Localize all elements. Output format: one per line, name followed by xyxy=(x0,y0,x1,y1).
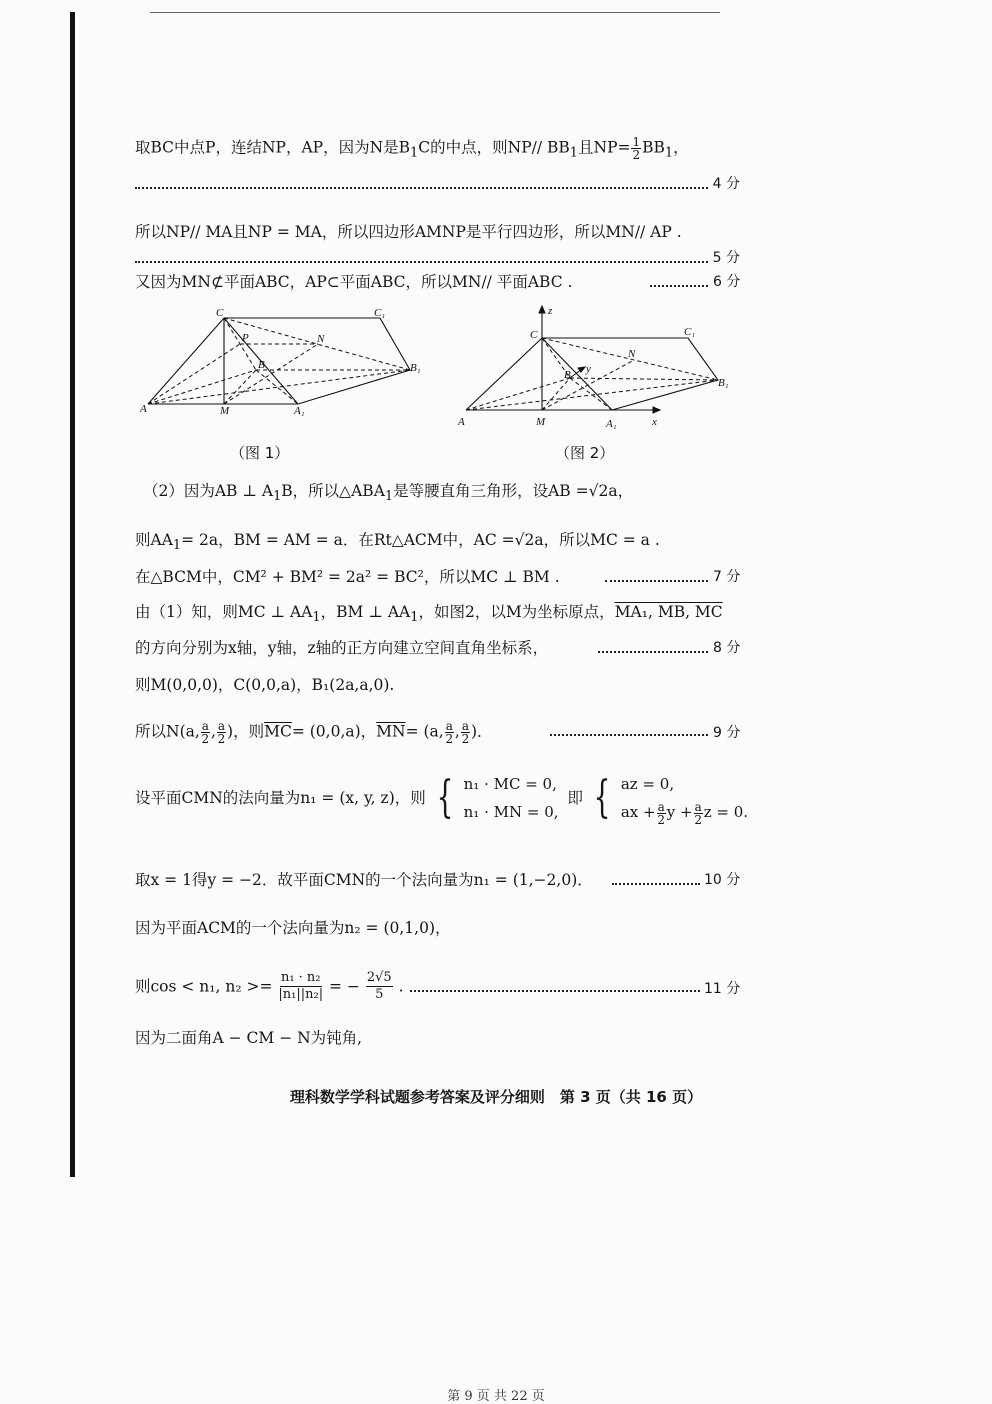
dots-10 xyxy=(612,883,700,885)
text-line-10: 所以N(a, $\frac{a}{2}$ , $\frac{a}{2}$ )，则$\overline{MC}= (0,0,a)$，$\overline{MN}= (a$, $\frac{a}{2}$ , $\frac{a}{2}$ )． xyxy=(135,719,493,746)
fig2-label-A1: A₁ xyxy=(606,418,617,430)
dots-6 xyxy=(650,285,708,287)
figure-1-caption: （图 1） xyxy=(230,444,290,462)
dots-11 xyxy=(410,990,700,992)
score-6: 6 分 xyxy=(713,274,741,290)
fig2-label-B1: B₁ xyxy=(718,377,729,389)
dots-8 xyxy=(598,651,708,653)
text-line-12: 取x = 1得y = −2．故平面CMN的一个法向量为n₁ = (1,−2,0)． xyxy=(135,871,593,889)
fraction-half: $\frac{1}{2}$ xyxy=(632,135,641,162)
score-7: 7 分 xyxy=(713,569,741,585)
fig1-label-A1: A₁ xyxy=(294,405,305,417)
fig1-label-C: C xyxy=(216,308,224,319)
figure-2 xyxy=(456,302,736,432)
text-line-1: 取BC中点P，连结NP，AP，因为N是$B_1C$的中点，则NP// $BB_1$且NP= $\frac{1}{2}$ $BB_1$， xyxy=(135,135,689,162)
score-11: 11 分 xyxy=(704,981,741,997)
fig1-label-P: P xyxy=(242,332,249,344)
scan-top-line xyxy=(150,12,720,13)
fig1-label-A: A xyxy=(140,403,147,415)
score-10: 10 分 xyxy=(704,872,741,888)
score-line-5: 5 分 xyxy=(135,248,740,268)
page-number: 第 9 页 共 22 页 xyxy=(447,1389,545,1404)
text-line-14: 则cos < n₁, n₂ >= $\frac{\text{n₁ · n₂}}{\text{|n₁||n₂|}}$ = − $\frac{2√5}{5}$ . xyxy=(135,970,404,1002)
score-line-4: 4 分 xyxy=(135,174,740,194)
fig1-label-B: B xyxy=(258,359,265,371)
fig2-label-A: A xyxy=(458,416,465,428)
fig2-label-B: B xyxy=(564,369,571,381)
fig1-label-M: M xyxy=(220,405,230,417)
figure-2-caption: （图 2） xyxy=(555,444,615,462)
text-line-4: （2）因为AB ⊥ $A_1B$，所以$\triangle ABA_1$是等腰直角三角形，设AB =√2a， xyxy=(143,482,634,505)
text-line-7: 由（1）知，则MC ⊥ $AA_1$，BM ⊥ $AA_1$，如图2，以M为坐标原点，MA₁, MB, MC xyxy=(135,603,723,626)
score-8: 8 分 xyxy=(713,640,741,656)
fig2-label-C: C xyxy=(530,329,538,341)
text-line-8: 的方向分别为x轴，y轴，z轴的正方向建立空间直角坐标系， xyxy=(135,639,549,657)
fig1-label-B1: B₁ xyxy=(410,362,421,374)
fig2-label-C1: C₁ xyxy=(684,326,696,338)
text-line-15: 因为二面角A − CM − N为钝角, xyxy=(135,1029,363,1047)
fig1-label-C1: C₁ xyxy=(374,308,386,319)
text-line-2: 所以NP// MA且NP = MA，所以四边形AMNP是平行四边形，所以MN// AP . xyxy=(135,223,682,241)
fig2-label-z: z xyxy=(548,305,553,317)
fig1-label-N: N xyxy=(317,333,325,345)
text-line-5: 则$AA_1= 2a$，BM = AM = a．在Rt△ACM中，AC =√2a，所以MC = a . xyxy=(135,531,660,554)
fig2-label-M: M xyxy=(536,416,546,428)
figure-1 xyxy=(138,308,430,428)
text-line-3: 又因为MN⊄平面ABC，AP⊂平面ABC，所以MN// 平面ABC . xyxy=(135,273,573,291)
dots-9 xyxy=(550,734,708,736)
text-line-6: 在△BCM中，CM² + BM² = 2a² = BC²，所以MC ⊥ BM . xyxy=(135,568,560,586)
fig2-label-N: N xyxy=(628,348,636,360)
text-line-13: 因为平面ACM的一个法向量为n₂ = (0,1,0)， xyxy=(135,919,451,937)
scan-left-edge xyxy=(70,12,75,1177)
fig2-label-x: x xyxy=(652,416,657,428)
score-9: 9 分 xyxy=(713,725,741,741)
text-line-11: 设平面CMN的法向量为n₁ = (x, y, z)，则 { n₁ · MC = 0, n₁ · MN = 0, 即 { az = 0, ax + $\frac{a}{2}$ y + $\frac{a}{2}$ z = 0. xyxy=(135,772,749,827)
page-footer: 理科数学学科试题参考答案及评分细则 第 3 页（共 16 页） xyxy=(289,1088,703,1106)
fig2-label-y: y xyxy=(586,363,591,375)
text-line-9: 则M(0,0,0)，C(0,0,a)，B₁(2a,a,0). xyxy=(135,676,395,694)
dots-7 xyxy=(605,580,708,582)
